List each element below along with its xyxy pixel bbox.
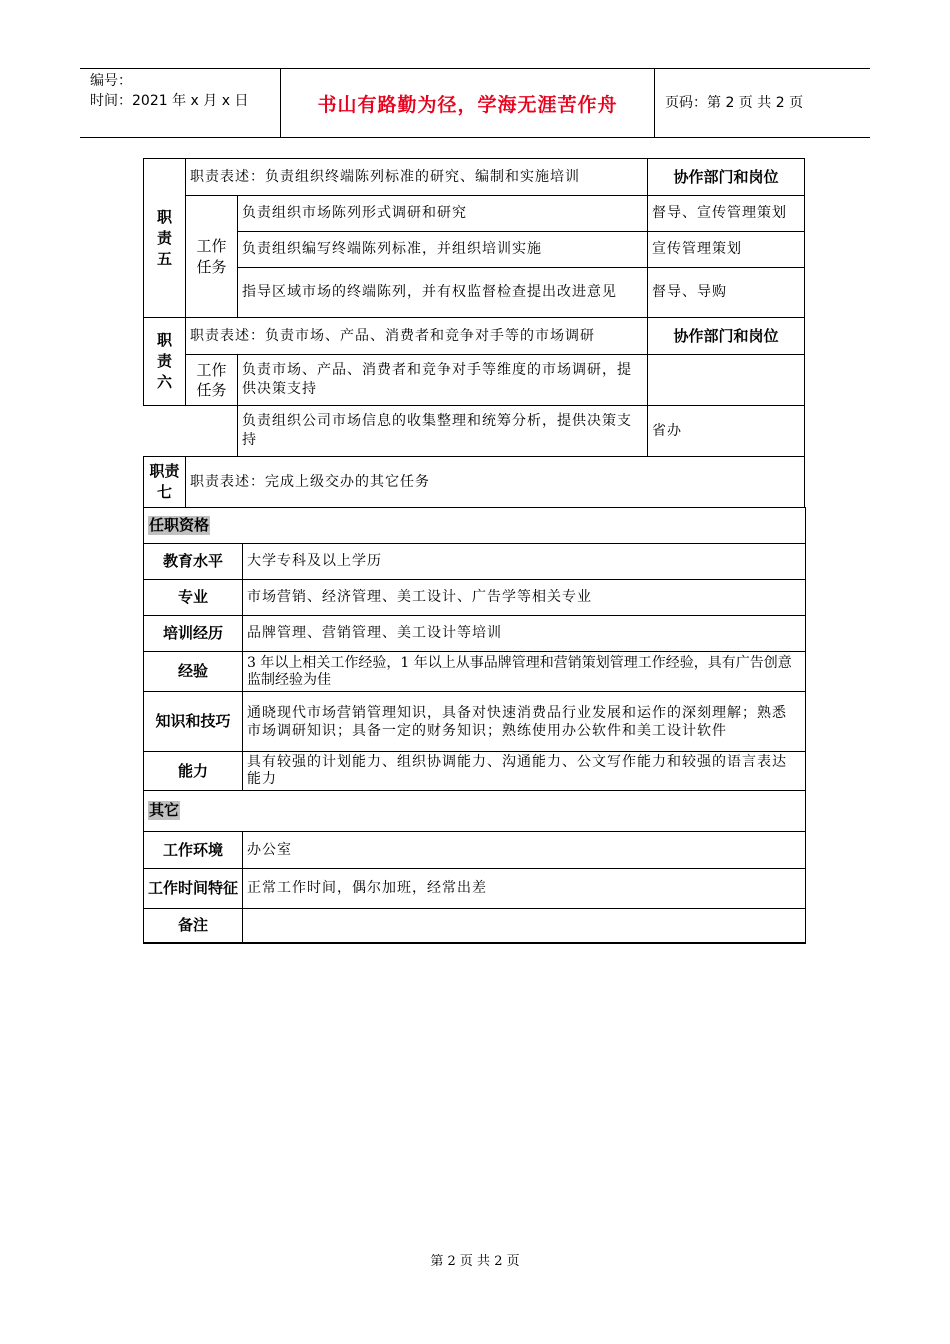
qual-value-training: 品牌管理、营销管理、美工设计等培训 bbox=[242, 615, 806, 652]
header-meta bbox=[90, 71, 278, 137]
duty-six-task-2: 负责组织公司市场信息的收集整理和统筹分析，提供决策支持 bbox=[237, 405, 648, 457]
qual-value-experience: 3 年以上相关工作经验，1 年以上从事品牌管理和营销策划管理工作经验，具有广告创意监制经验为佳 bbox=[242, 651, 806, 692]
duty-six-label: 职责六 bbox=[143, 317, 186, 406]
duty-five-collab-header: 协作部门和岗位 bbox=[647, 158, 805, 196]
duty-six-task-1-collab bbox=[647, 354, 805, 406]
duty-six-task-2-collab: 省办 bbox=[647, 405, 805, 457]
duty-five-task-2: 负责组织编写终端陈列标准，并组织培训实施 bbox=[237, 231, 648, 268]
duty-six-collab-header: 协作部门和岗位 bbox=[647, 317, 805, 355]
page-footer: 第 2 页 共 2 页 bbox=[430, 1254, 520, 1269]
qual-value-education: 大学专科及以上学历 bbox=[242, 543, 806, 580]
duty-six-task-label: 工作任务 bbox=[185, 354, 238, 406]
other-value-remarks bbox=[242, 908, 806, 944]
other-label-work-hours: 工作时间特征 bbox=[143, 868, 243, 909]
qual-label-knowledge: 知识和技巧 bbox=[143, 691, 243, 752]
duty-five-task-2-collab: 宣传管理策划 bbox=[647, 231, 805, 268]
qual-label-ability: 能力 bbox=[143, 751, 243, 791]
document-date: 时间：2021 年 x 月 x 日 bbox=[90, 93, 249, 109]
header-motto: 书山有路勤为径，学海无涯苦作舟 bbox=[317, 93, 618, 116]
other-value-environment: 办公室 bbox=[242, 831, 806, 869]
page-header bbox=[80, 68, 870, 138]
qual-value-knowledge: 通晓现代市场营销管理知识，具备对快速消费品行业发展和运作的深刻理解；熟悉市场调研知识；具备一定的财务知识；熟练使用办公软件和美工设计软件 bbox=[242, 691, 806, 752]
qual-label-education: 教育水平 bbox=[143, 543, 243, 580]
qualifications-section-title: 任职资格 bbox=[143, 507, 806, 544]
other-value-work-hours: 正常工作时间，偶尔加班，经常出差 bbox=[242, 868, 806, 909]
qual-label-major: 专业 bbox=[143, 579, 243, 616]
duty-five-task-1-collab: 督导、宣传管理策划 bbox=[647, 195, 805, 232]
other-label-environment: 工作环境 bbox=[143, 831, 243, 869]
other-label-remarks: 备注 bbox=[143, 908, 243, 944]
duty-five-task-1: 负责组织市场陈列形式调研和研究 bbox=[237, 195, 648, 232]
duty-six-description: 职责表述：负责市场、产品、消费者和竞争对手等的市场调研 bbox=[185, 317, 648, 355]
qual-value-major: 市场营销、经济管理、美工设计、广告学等相关专业 bbox=[242, 579, 806, 616]
qual-value-ability: 具有较强的计划能力、组织协调能力、沟通能力、公文写作能力和较强的语言表达能力 bbox=[242, 751, 806, 791]
duty-seven-label: 职责七 bbox=[143, 456, 186, 508]
qual-label-experience: 经验 bbox=[143, 651, 243, 692]
duty-five-task-label: 工作任务 bbox=[185, 195, 238, 318]
duty-five-task-3-collab: 督导、导购 bbox=[647, 267, 805, 318]
other-section-title: 其它 bbox=[143, 790, 806, 832]
duty-five-task-3: 指导区域市场的终端陈列，并有权监督检查提出改进意见 bbox=[237, 267, 648, 318]
duty-seven-description: 职责表述：完成上级交办的其它任务 bbox=[185, 456, 805, 508]
duty-five-description: 职责表述：负责组织终端陈列标准的研究、编制和实施培训 bbox=[185, 158, 648, 196]
duty-six-task-1: 负责市场、产品、消费者和竞争对手等维度的市场调研，提供决策支持 bbox=[237, 354, 648, 406]
qual-label-training: 培训经历 bbox=[143, 615, 243, 652]
document-number-label: 编号： bbox=[90, 73, 132, 89]
duty-five-label: 职责五 bbox=[143, 158, 186, 318]
header-page-number: 页码：第 2 页 共 2 页 bbox=[665, 95, 804, 111]
duty-six-task-2-spacer bbox=[143, 405, 238, 457]
